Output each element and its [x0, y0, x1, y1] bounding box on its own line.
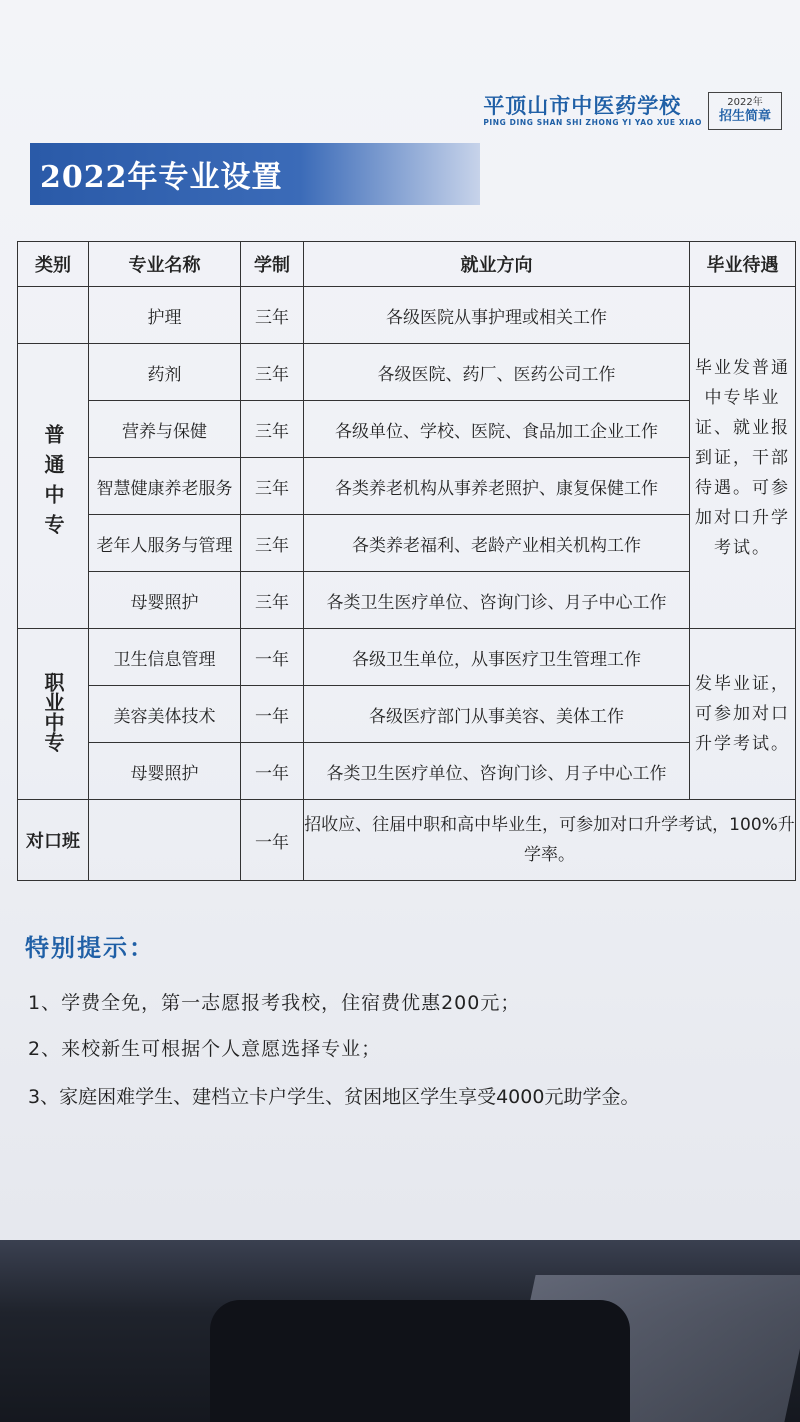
- tip-item: 1、学费全免，第一志愿报考我校，住宿费优惠200元；: [28, 992, 521, 1014]
- table-row: [18, 629, 796, 686]
- category-putong-label: 普通中专: [41, 423, 65, 544]
- table-row: [18, 401, 796, 458]
- job-cell: 各级医疗部门从事美容、美体工作: [304, 686, 690, 743]
- badge-year: 2022年: [727, 97, 763, 108]
- section-title: 2022年专业设置: [40, 160, 283, 195]
- major-empty-cell: [89, 800, 241, 881]
- major-cell: 老年人服务与管理: [89, 515, 241, 572]
- job-cell: 各级医院从事护理或相关工作: [304, 287, 690, 344]
- years-cell: 一年: [241, 686, 304, 743]
- table-row: [18, 287, 796, 344]
- category-empty-cell: [18, 287, 89, 344]
- brochure-badge: [708, 92, 782, 130]
- years-cell: 一年: [241, 743, 304, 800]
- school-name-pinyin: PING DING SHAN SHI ZHONG YI YAO XUE XIAO: [483, 118, 702, 127]
- tip-item: 2、来校新生可根据个人意愿选择专业；: [28, 1038, 382, 1060]
- years-cell: 三年: [241, 515, 304, 572]
- brand-text: [483, 94, 702, 128]
- category-duikou-cell: [18, 800, 89, 881]
- years-cell: 三年: [241, 287, 304, 344]
- job-cell: 各类养老机构从事养老照护、康复保健工作: [304, 458, 690, 515]
- treatment-putong-cell: 毕业发普通中专毕业证、就业报到证，干部待遇。可参加对口升学考试。: [690, 287, 796, 629]
- job-cell: 各级医院、药厂、医药公司工作: [304, 344, 690, 401]
- table-row: [18, 686, 796, 743]
- table-header-row: [18, 242, 796, 287]
- header-major: 专业名称: [89, 242, 241, 287]
- years-cell: 三年: [241, 344, 304, 401]
- job-cell: 各级单位、学校、医院、食品加工企业工作: [304, 401, 690, 458]
- major-cell: 营养与保健: [89, 401, 241, 458]
- header-years: 学制: [241, 242, 304, 287]
- treatment-zhiye-cell: 发毕业证，可参加对口升学考试。: [690, 629, 796, 800]
- table-row: [18, 344, 796, 401]
- table-row: [18, 572, 796, 629]
- header-category: 类别: [18, 242, 89, 287]
- major-cell: 母婴照护: [89, 743, 241, 800]
- table-row-duikou: [18, 800, 796, 881]
- school-brand: [483, 88, 782, 134]
- tip-item: 3、家庭困难学生、建档立卡户学生、贫困地区学生享受4000元助学金。: [28, 1086, 640, 1108]
- major-cell: 美容美体技术: [89, 686, 241, 743]
- major-cell: 护理: [89, 287, 241, 344]
- major-cell: 母婴照护: [89, 572, 241, 629]
- category-duikou-label: 对口班: [26, 831, 80, 852]
- school-name: 平顶山市中医药学校: [483, 93, 682, 118]
- years-cell: 三年: [241, 401, 304, 458]
- category-putong-cell: [18, 344, 89, 629]
- category-zhiye-label: 职业中专: [41, 671, 65, 752]
- header-job: 就业方向: [304, 242, 690, 287]
- background-object: [210, 1300, 630, 1422]
- badge-text: 招生简章: [718, 109, 771, 124]
- job-cell: 各类卫生医疗单位、咨询门诊、月子中心工作: [304, 572, 690, 629]
- job-cell: 各类养老福利、老龄产业相关机构工作: [304, 515, 690, 572]
- major-cell: 药剂: [89, 344, 241, 401]
- tips-title: 特别提示：: [25, 934, 155, 962]
- table-row: [18, 743, 796, 800]
- duikou-description: 招收应、往届中职和高中毕业生，可参加对口升学考试，100%升学率。: [304, 800, 796, 881]
- category-zhiye-cell: [18, 629, 89, 800]
- years-cell: 三年: [241, 572, 304, 629]
- table-row: [18, 515, 796, 572]
- majors-table: [17, 241, 796, 881]
- job-cell: 各类卫生医疗单位、咨询门诊、月子中心工作: [304, 743, 690, 800]
- table-row: [18, 458, 796, 515]
- job-cell: 各级卫生单位，从事医疗卫生管理工作: [304, 629, 690, 686]
- years-cell: 三年: [241, 458, 304, 515]
- major-cell: 智慧健康养老服务: [89, 458, 241, 515]
- major-cell: 卫生信息管理: [89, 629, 241, 686]
- years-cell: 一年: [241, 800, 304, 881]
- years-cell: 一年: [241, 629, 304, 686]
- header-treatment: 毕业待遇: [690, 242, 796, 287]
